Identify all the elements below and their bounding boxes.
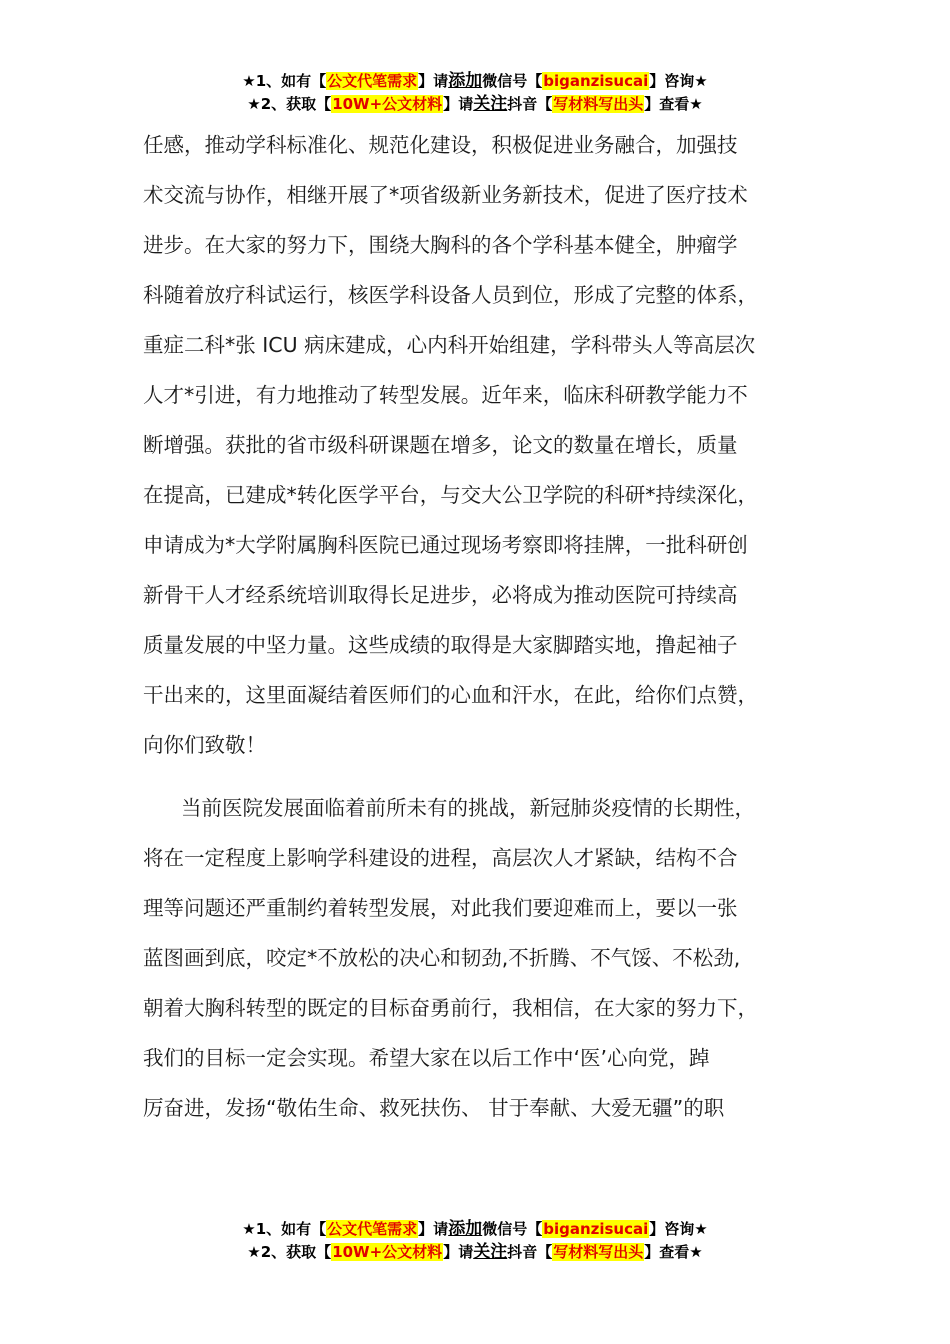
- paragraph-1: [143, 120, 833, 770]
- banner-line-1: [0, 1218, 950, 1241]
- banner-highlight: 写材料写出头: [553, 1243, 644, 1261]
- banner-text: 】查看★: [644, 1243, 703, 1261]
- text-line: 科随着放疗科试运行，核医学科设备人员到位，形成了完整的体系，: [143, 283, 758, 307]
- text-line: 蓝图画到底，咬定*不放松的决心和韧劲,不折腾、不气馁、不松劲,: [143, 946, 741, 970]
- banner-highlight: biganzisucai: [543, 72, 649, 90]
- banner-emphasis: 添加: [448, 1219, 483, 1239]
- banner-line-2: [0, 93, 950, 116]
- banner-text: 微信号【: [482, 1220, 543, 1238]
- banner-highlight: 公文代笔需求: [327, 72, 418, 90]
- paragraph-2: [143, 783, 833, 1133]
- banner-text: 】咨询★: [649, 72, 708, 90]
- text-line: 新骨干人才经系统培训取得长足进步，必将成为推动医院可持续高: [143, 583, 738, 607]
- header-banner: [0, 70, 950, 116]
- banner-text: 】咨询★: [649, 1220, 708, 1238]
- banner-text: 】请: [443, 1243, 474, 1261]
- footer-banner: [0, 1218, 950, 1264]
- banner-text: 抖音【: [507, 1243, 553, 1261]
- banner-highlight: biganzisucai: [543, 1220, 649, 1238]
- banner-highlight: 10W+公文材料: [332, 95, 443, 113]
- document-body: [143, 120, 833, 1133]
- banner-highlight: 写材料写出头: [553, 95, 644, 113]
- text-line: 厉奋进，发扬“敬佑生命、救死扶伤、 甘于奉献、大爱无疆”的职: [143, 1096, 725, 1120]
- banner-emphasis: 关注: [473, 1242, 508, 1262]
- banner-emphasis: 添加: [448, 71, 483, 91]
- text-line: 重症二科*张 ICU 病床建成，心内科开始组建，学科带头人等高层次: [143, 333, 756, 357]
- banner-highlight: 10W+公文材料: [332, 1243, 443, 1261]
- banner-line-2: [0, 1241, 950, 1264]
- text-line: 术交流与协作，相继开展了*项省级新业务新技术，促进了医疗技术: [143, 183, 748, 207]
- banner-text: 】请: [443, 95, 474, 113]
- banner-line-1: [0, 70, 950, 93]
- banner-text: ★1、如有【: [242, 1220, 327, 1238]
- text-line: 理等问题还严重制约着转型发展，对此我们要迎难而上，要以一张: [143, 896, 738, 920]
- text-line: 我们的目标一定会实现。希望大家在以后工作中‘医’心向党，踔: [143, 1046, 710, 1070]
- text-line: 干出来的，这里面凝结着医师们的心血和汗水，在此，给你们点赞，: [143, 683, 758, 707]
- text-line: 申请成为*大学附属胸科医院已通过现场考察即将挂牌，一批科研创: [143, 533, 748, 557]
- banner-text: ★2、获取【: [247, 1243, 332, 1261]
- text-line: 任感，推动学科标准化、规范化建设，积极促进业务融合，加强技: [143, 133, 738, 157]
- banner-text: ★2、获取【: [247, 95, 332, 113]
- text-line: 在提高，已建成*转化医学平台，与交大公卫学院的科研*持续深化，: [143, 483, 758, 507]
- banner-text: 】查看★: [644, 95, 703, 113]
- text-line: 向你们致敬！: [143, 733, 266, 757]
- text-line: 进步。在大家的努力下，围绕大胸科的各个学科基本健全，肿瘤学: [143, 233, 738, 257]
- banner-highlight: 公文代笔需求: [327, 1220, 418, 1238]
- banner-text: 】请: [418, 72, 449, 90]
- banner-text: ★1、如有【: [242, 72, 327, 90]
- text-line: 将在一定程度上影响学科建设的进程，高层次人才紧缺，结构不合: [143, 846, 738, 870]
- banner-emphasis: 关注: [473, 94, 508, 114]
- banner-text: 抖音【: [507, 95, 553, 113]
- banner-text: 微信号【: [482, 72, 543, 90]
- paragraph-gap: [143, 770, 833, 783]
- text-line: 质量发展的中坚力量。这些成绩的取得是大家脚踏实地，撸起袖子: [143, 633, 738, 657]
- text-line: 朝着大胸科转型的既定的目标奋勇前行，我相信，在大家的努力下，: [143, 996, 758, 1020]
- text-line: 断增强。获批的省市级科研课题在增多，论文的数量在增长，质量: [143, 433, 738, 457]
- text-line: 人才*引进，有力地推动了转型发展。近年来，临床科研教学能力不: [143, 383, 748, 407]
- banner-text: 】请: [418, 1220, 449, 1238]
- text-line: 当前医院发展面临着前所未有的挑战，新冠肺炎疫情的长期性，: [181, 796, 755, 820]
